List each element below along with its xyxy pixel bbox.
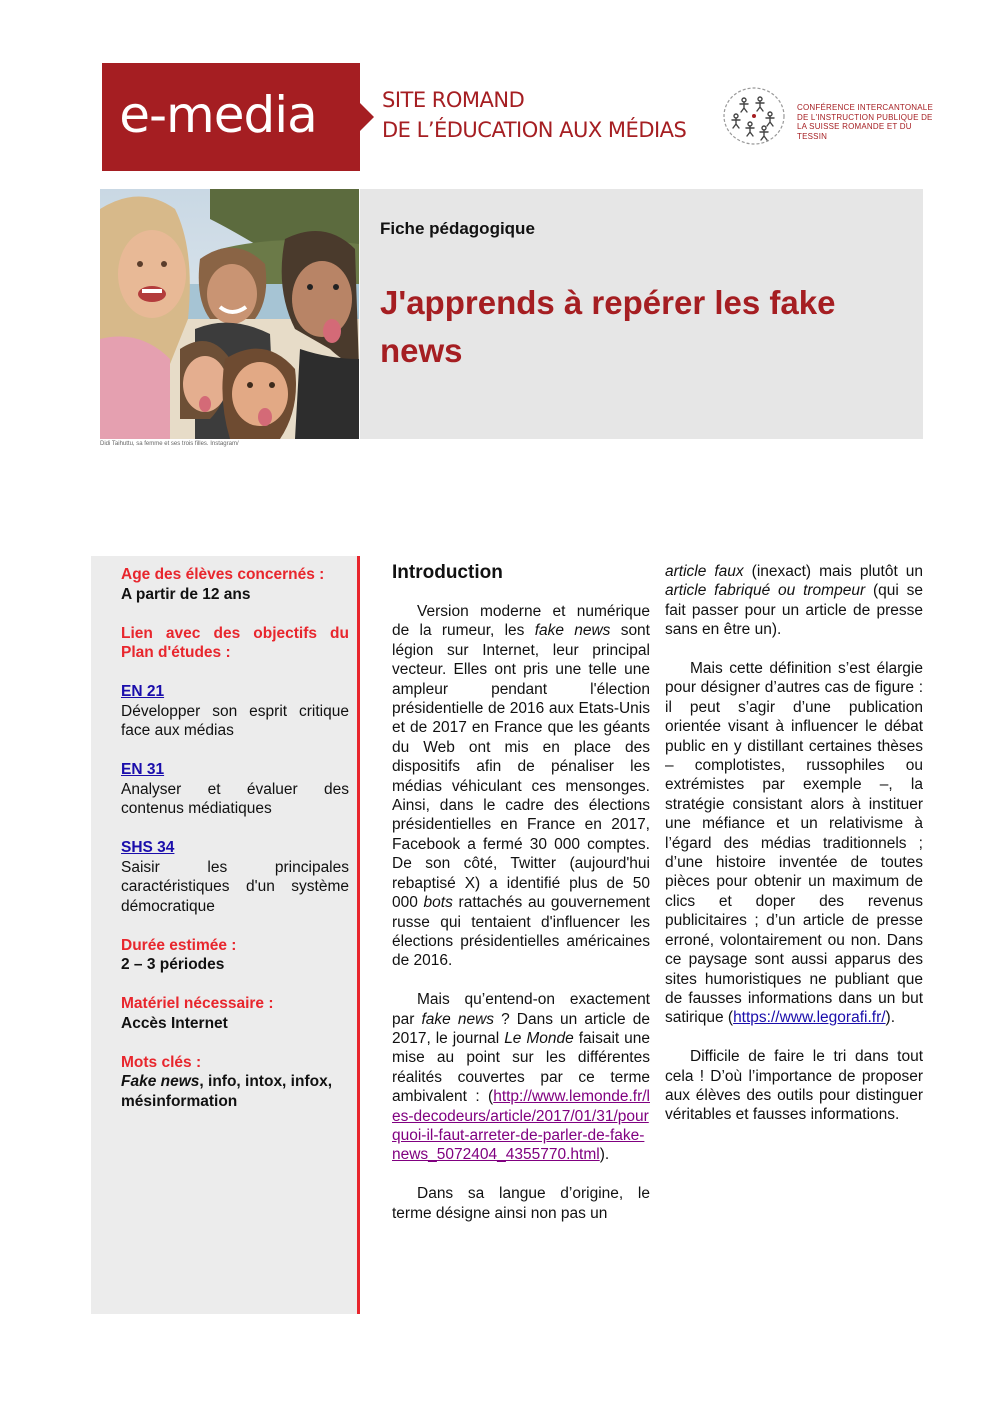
duree-value: 2 – 3 périodes	[121, 956, 225, 973]
objectif-text: Analyser et évaluer des contenus médiatiques	[121, 780, 349, 817]
age-label: Age des élèves concernés :	[121, 566, 325, 583]
intro-paragraph-4: Mais cette définition s’est élargie pour désigner d’autres cas de figure : il peut s’agir d’une publication orientée visant à influencer le débat public en y distillant certaines thèses – complotistes, russophiles ou extrémistes par exemple –, la stratégie consistant alors à instituer une méfiance et un relativisme à l’égard des médias traditionnels ; d’une histoire inventée de toutes pièces pour obtenir un maximum de clics et doper des revenus publicitaires ; d’un article de presse erroné, volontairement ou non. Dans ce paysage sont aussi apparus des sites humoristiques ne publiant que de fausses informations dans un but satirique (https://www.legorafi.fr/).	[665, 660, 923, 1027]
objectifs-label: Lien avec des objectifs du Plan d'études :	[121, 624, 349, 661]
logo-arrow-shape	[360, 103, 374, 131]
lemonde-article-link[interactable]: http://www.lemonde.fr/les-decodeurs/article/2017/01/31/pourquoi-il-faut-arreter-de-parler-de-fake-news_5072404_4355770.html	[392, 1088, 650, 1164]
title-panel	[360, 189, 923, 439]
legorafi-link[interactable]: https://www.legorafi.fr/	[733, 1009, 886, 1027]
duree-label: Durée estimée :	[121, 936, 237, 954]
mots-cles-value	[121, 1072, 349, 1111]
intro-paragraph-3-continued: article faux (inexact) mais plutôt un article fabriqué ou trompeur (qui se fait passer pour un article de presse sans en être un).	[665, 563, 923, 639]
page-title: J'apprends à repérer les fake news	[380, 284, 836, 369]
mots-cles-italic: Fake news	[121, 1073, 200, 1090]
article-column-2	[665, 562, 923, 1125]
intro-paragraph-3: Dans sa langue d’origine, le terme désigne ainsi non pas un	[392, 1185, 650, 1222]
emedia-logo	[102, 63, 360, 171]
ciip-logo-icon	[722, 86, 786, 146]
mots-cles-rest: , info, intox, infox, mésinformation	[121, 1073, 333, 1110]
site-tagline-line1: SITE ROMAND	[382, 88, 525, 112]
site-tagline-line2: DE L’ÉDUCATION AUX MÉDIAS	[382, 118, 687, 142]
article-column-1	[392, 562, 650, 1223]
materiel-value: Accès Internet	[121, 1014, 228, 1032]
fiche-label: Fiche pédagogique	[380, 219, 535, 238]
intro-paragraph-2: Mais qu’entend-on exactement par fake news ? Dans un article de 2017, le journal Le Monde faisait une mise au point sur les différentes réalités couvertes par ce terme ambivalent : (http://www.lemonde.fr/les-decodeurs/article/2017/01/31/pourquoi-il-faut-arreter-de-parler-de-fake-news_5072404_4355770.html).	[392, 991, 650, 1164]
age-value: A partir de 12 ans	[121, 585, 251, 603]
intro-paragraph-5: Difficile de faire le tri dans tout cela ! D’où l’importance de proposer aux élèves des outils pour distinguer véritables et fausses informations.	[665, 1048, 923, 1124]
objectif-link-en31[interactable]: EN 31	[121, 761, 165, 778]
objectif-item	[121, 838, 349, 916]
objectif-link-shs34[interactable]: SHS 34	[121, 839, 175, 856]
family-selfie-photo	[100, 189, 359, 439]
logo-text: e-media	[119, 86, 317, 144]
ciip-label: CONFÉRENCE INTERCANTONALE DE L'INSTRUCTION PUBLIQUE DE LA SUISSE ROMANDE ET DU TESSIN	[797, 103, 933, 141]
objectif-link-en21[interactable]: EN 21	[121, 683, 165, 700]
intro-paragraph-1: Version moderne et numérique de la rumeur, les fake news sont légion sur Internet, leur principal vecteur. Elles ont pris une telle une ampleur pendant l'élection présidentielle de 2016 aux Etats-Unis et de 2017 en France que les géants du Web ont mis en place des dispositifs afin de pénaliser les médias véhiculant ces mensonges. Ainsi, dans le cadre des élections présidentielles en France en 2017, Facebook a fermé 30 000 comptes. De son côté, Twitter (aujourd'hui rebaptisé X) a identifié plus de 50 000 bots rattachés au gouvernement russe qui tentaient d'influencer les élections présidentielles américaines de 2016.	[392, 603, 650, 970]
objectif-text: Saisir les principales caractéristiques d'un système démocratique	[121, 858, 349, 915]
objectif-text: Développer son esprit critique face aux médias	[121, 702, 349, 739]
objectif-item	[121, 682, 349, 741]
objectif-item	[121, 760, 349, 819]
materiel-label: Matériel nécessaire :	[121, 995, 274, 1012]
photo-caption: Didi Taihuttu, sa femme et ses trois filles. Instagram/	[100, 441, 239, 447]
info-sidebar	[91, 556, 360, 1314]
mots-cles-label: Mots clés :	[121, 1053, 202, 1071]
intro-heading: Introduction	[392, 562, 503, 583]
